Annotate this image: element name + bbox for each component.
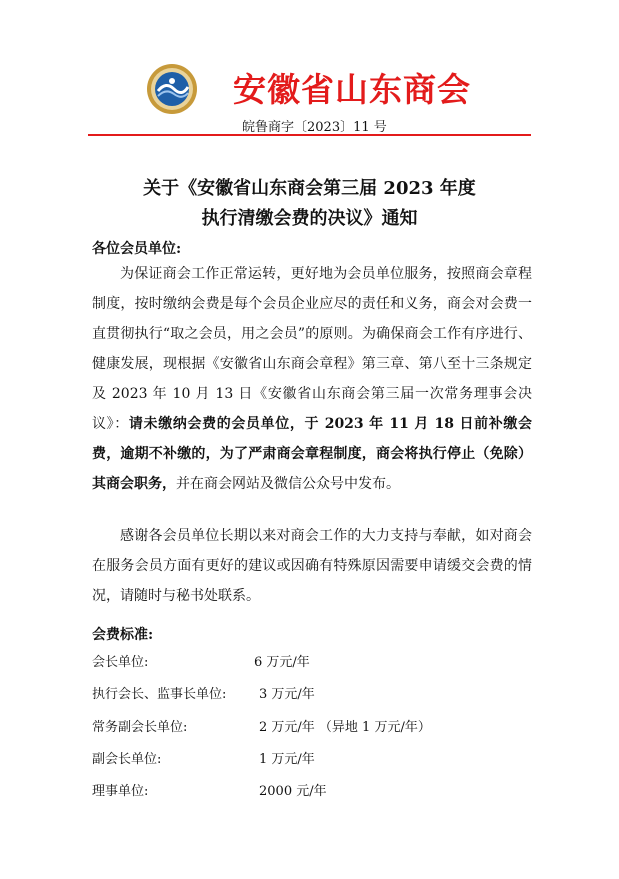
fee-row-executive	[92, 683, 315, 702]
notice-title-line1: 关于《安徽省山东商会第三届 2023 年度	[143, 178, 476, 199]
fee-row-president	[92, 651, 310, 670]
fee-amount: 3 万元/年	[259, 687, 315, 702]
org-title: 安徽省山东商会	[233, 70, 471, 109]
fee-row-standing-vice	[92, 716, 431, 735]
fee-role: 执行会长、监事长单位:	[92, 687, 227, 702]
fee-amount: 2000 元/年	[259, 784, 327, 799]
fee-role: 会长单位:	[92, 655, 149, 670]
paragraph-1-emphasis: 请未缴纳会费的会员单位，于 2023 年 11 月 18 日前补缴会费，逾期不补缴的，为了严肃商会章程制度，商会将执行停止（免除）其商会职务，	[92, 416, 532, 492]
fee-role: 理事单位:	[92, 784, 149, 799]
body-paragraph-2: 感谢各会员单位长期以来对商会工作的大力支持与奉献，如对商会在服务会员方面有更好的建议或因确有特殊原因需要申请缓交会费的情况，请随时与秘书处联系。	[92, 528, 532, 604]
fee-amount: 6 万元/年	[254, 655, 310, 670]
fee-amount: 2 万元/年 （异地 1 万元/年）	[259, 720, 431, 735]
fee-role: 常务副会长单位:	[92, 720, 188, 735]
notice-title-line2: 执行清缴会费的决议》通知	[201, 208, 418, 229]
fee-role: 副会长单位:	[92, 752, 162, 767]
paragraph-1-tail: 并在商会网站及微信公众号中发布。	[176, 476, 400, 492]
body-paragraph-1	[92, 259, 532, 499]
fee-amount: 1 万元/年	[259, 752, 315, 767]
salutation: 各位会员单位:	[92, 241, 182, 257]
fee-row-vice	[92, 748, 315, 767]
fee-standard-heading: 会费标准:	[92, 627, 154, 643]
doc-number: 皖鲁商字〔2023〕11 号	[242, 120, 387, 135]
fee-row-director	[92, 780, 327, 799]
paragraph-1-text: 为保证商会工作正常运转，更好地为会员单位服务，按照商会章程制度，按时缴纳会费是每个会员企业应尽的责任和义务，商会对会费一直贯彻执行“取之会员，用之会员”的原则。为确保商会工作有序进行、健康发展，现根据《安徽省山东商会章程》第三章、第八至十三条规定及 2023 年 10 月 13 日《安徽省山东商会第三届一次常务理事会决议》：	[92, 266, 532, 432]
header-divider	[88, 134, 531, 136]
chamber-emblem-icon	[146, 63, 198, 115]
